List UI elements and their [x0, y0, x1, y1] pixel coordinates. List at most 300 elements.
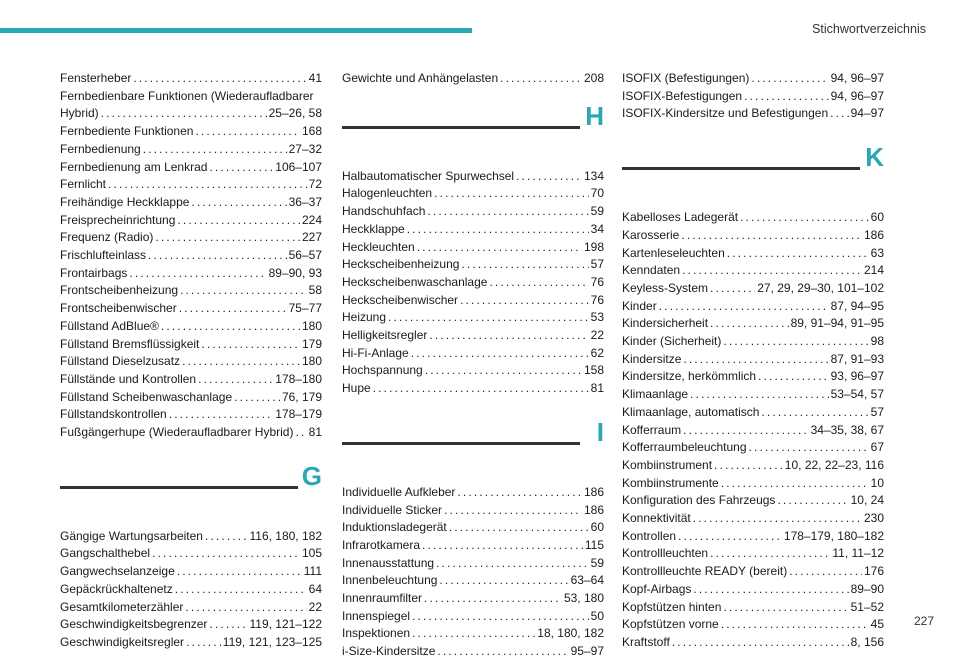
dot-leader — [185, 599, 306, 617]
dot-leader — [424, 590, 562, 608]
index-entry-term: Kopfstützen vorne — [622, 617, 719, 632]
index-entry-pages: 36–37 — [288, 194, 322, 209]
index-entry-pages: 95–97 — [570, 644, 604, 659]
dot-leader — [749, 439, 869, 457]
index-entry-pages: 18, 180, 182 — [537, 626, 604, 641]
index-entry-term: ISOFIX-Kindersitze und Befestigungen — [622, 106, 829, 121]
index-entry-term: Heckleuchten — [342, 239, 415, 254]
index-entry — [622, 545, 884, 563]
index-entry-pages: 111 — [303, 564, 322, 579]
dot-leader — [133, 70, 306, 88]
index-entry-term: Fernbedienbare Funktionen (Wiederaufladbarer — [60, 88, 314, 103]
index-entry-pages: 50 — [590, 608, 604, 623]
index-entry-term: Hi-Fi-Anlage — [342, 345, 409, 360]
section-rule — [342, 442, 580, 445]
index-entry-pages: 51–52 — [850, 599, 884, 614]
index-entry — [622, 105, 884, 123]
dot-leader — [201, 336, 300, 354]
index-entry-term: Kenndaten — [622, 263, 681, 278]
index-entry — [622, 209, 884, 227]
dot-leader — [727, 245, 869, 263]
index-entry — [622, 439, 884, 457]
dot-leader — [723, 333, 868, 351]
dot-leader — [209, 616, 247, 634]
dot-leader — [449, 519, 589, 537]
index-entry — [60, 545, 322, 563]
index-entry-pages: 8, 156 — [850, 634, 884, 649]
index-entry-term: Innenbeleuchtung — [342, 573, 438, 588]
index-entry — [342, 625, 604, 643]
dot-leader — [457, 484, 582, 502]
index-entry — [342, 572, 604, 590]
index-entry-term: Kinder — [622, 298, 657, 313]
section-header-g — [60, 460, 322, 522]
index-entry-term: Individuelle Sticker — [342, 502, 443, 517]
dot-leader — [489, 274, 588, 292]
index-entry-term: Heckscheibenheizung — [342, 257, 460, 272]
index-entry-term: Infrarotkamera — [342, 537, 421, 552]
index-entry — [622, 315, 884, 333]
dot-leader — [777, 492, 848, 510]
index-entry-term: Kofferraum — [622, 422, 682, 437]
index-entry-pages: 186 — [583, 484, 604, 499]
index-entry-term: Kinder (Sicherheit) — [622, 334, 722, 349]
dot-leader — [186, 634, 221, 652]
entries-h — [342, 168, 604, 398]
index-entry-pages: 58 — [308, 283, 322, 298]
index-entry-term: Fernbediente Funktionen — [60, 124, 194, 139]
index-entry — [622, 333, 884, 351]
dot-leader — [681, 227, 862, 245]
index-entry — [342, 168, 604, 186]
index-entry-pages: 63 — [870, 245, 884, 260]
index-entry-term: Fernbedienung am Lenkrad — [60, 159, 208, 174]
index-entry-term: Frontscheibenwischer — [60, 301, 177, 316]
index-entry — [60, 212, 322, 230]
index-entry-pages: 87, 91–93 — [830, 351, 884, 366]
dot-leader — [740, 209, 869, 227]
index-entry-pages: 106–107 — [275, 159, 322, 174]
index-entry-term: Innenraumfilter — [342, 591, 423, 606]
dot-leader — [425, 362, 582, 380]
index-entry-term: Keyless-System — [622, 280, 709, 295]
index-entry — [622, 280, 884, 298]
index-entry — [342, 309, 604, 327]
index-entry — [622, 422, 884, 440]
index-entry-term: Induktionsladegerät — [342, 520, 447, 535]
dot-leader — [710, 545, 830, 563]
index-entry-term: Kombiinstrument — [622, 457, 713, 472]
index-entry-term: Kabelloses Ladegerät — [622, 210, 739, 225]
dot-leader — [152, 545, 300, 563]
index-entry-pages: 27–32 — [288, 141, 322, 156]
index-entry — [60, 353, 322, 371]
index-entry-pages: 60 — [590, 520, 604, 535]
index-entry — [622, 616, 884, 634]
index-entry-term: Kraftstoff — [622, 634, 670, 649]
index-entry — [60, 424, 322, 442]
dot-leader — [108, 176, 307, 194]
index-entry-term: Halbautomatischer Spurwechsel — [342, 168, 515, 183]
index-entry-term: Halogenleuchten — [342, 186, 433, 201]
index-entry-term: Füllstand Bremsflüssigkeit — [60, 336, 200, 351]
index-entry-pages: 22 — [590, 328, 604, 343]
index-entry-term: Füllstände und Kontrollen — [60, 371, 197, 386]
index-entry-term: Hybrid) — [60, 106, 99, 121]
index-entry-pages: 11, 11–12 — [832, 546, 884, 561]
dot-leader — [444, 502, 582, 520]
index-entry-pages: 227 — [301, 230, 322, 245]
index-entry-pages: 93, 96–97 — [830, 369, 884, 384]
dot-leader — [710, 315, 789, 333]
index-entry-pages: 41 — [308, 71, 322, 85]
dot-leader — [516, 168, 582, 186]
index-entry-pages: 81 — [308, 425, 322, 440]
index-entry-pages: 57 — [870, 404, 884, 419]
index-entry — [622, 88, 884, 106]
index-entry — [342, 519, 604, 537]
index-entry — [60, 599, 322, 617]
dot-leader — [169, 406, 274, 424]
index-entry — [342, 608, 604, 626]
dot-leader — [789, 563, 862, 581]
index-entry-pages: 76 — [590, 274, 604, 289]
index-entry-term: Kontrollen — [622, 528, 677, 543]
dot-leader — [295, 424, 306, 442]
index-entry-pages: 180 — [301, 318, 322, 333]
index-entry — [622, 599, 884, 617]
index-entry-term: Heckklappe — [342, 221, 405, 236]
index-entry — [60, 300, 322, 318]
index-entry-term: Hupe — [342, 381, 371, 396]
index-entry-pages: 119, 121–122 — [249, 617, 322, 632]
index-entry-pages: 178–179 — [275, 407, 322, 422]
index-entry-pages: 57 — [590, 257, 604, 272]
index-entry — [60, 88, 322, 106]
dot-leader — [693, 510, 862, 528]
dot-leader — [180, 282, 307, 300]
index-entry — [622, 581, 884, 599]
dot-leader — [461, 256, 588, 274]
index-entry-pages: 64 — [308, 581, 322, 596]
index-entry-pages: 62 — [590, 345, 604, 360]
index-entry-term: Handschuhfach — [342, 204, 426, 219]
section-letter-k: K — [865, 142, 884, 173]
section-header-i — [342, 416, 604, 478]
index-entry-term: Innenausstattung — [342, 555, 435, 570]
index-entry — [622, 634, 884, 652]
index-entry-term: Helligkeitsregler — [342, 328, 428, 343]
dot-leader — [693, 581, 848, 599]
dot-leader — [761, 404, 868, 422]
entries-k — [622, 209, 884, 652]
dot-leader — [721, 475, 869, 493]
index-entry-pages: 67 — [870, 440, 884, 455]
index-entry-term: Kopf-Airbags — [622, 581, 692, 596]
index-entry-term: Gangwechselanzeige — [60, 564, 175, 579]
index-entry — [622, 404, 884, 422]
index-entry-pages: 198 — [583, 239, 604, 254]
index-entry-pages: 94, 96–97 — [830, 88, 884, 103]
index-entry-term: Fußgängerhupe (Wiederaufladbarer Hybrid) — [60, 425, 294, 440]
index-entry-pages: 89–90, 93 — [268, 265, 322, 280]
index-entry — [342, 590, 604, 608]
index-entry — [60, 265, 322, 283]
index-entry-term: Kombiinstrumente — [622, 475, 719, 490]
dot-leader — [177, 563, 302, 581]
index-entry-term: Fensterheber — [60, 71, 132, 85]
index-entry-term: Klimaanlage — [622, 387, 689, 402]
index-entry — [342, 327, 604, 345]
dot-leader — [407, 221, 589, 239]
page-header-title: Stichwortverzeichnis — [812, 22, 926, 36]
index-entry-term: Karosserie — [622, 227, 680, 242]
index-entry-pages: 89, 91–94, 91–95 — [790, 316, 884, 331]
dot-leader — [417, 239, 582, 257]
index-entry-pages: 168 — [301, 124, 322, 139]
index-entry-term: Gangschalthebel — [60, 546, 151, 561]
index-entry — [622, 563, 884, 581]
index-entry-pages: 22 — [308, 599, 322, 614]
dot-leader — [148, 247, 287, 265]
index-entry — [60, 318, 322, 336]
index-entry-term: Hochspannung — [342, 363, 423, 378]
index-entry-pages: 10, 22, 22–23, 116 — [784, 457, 884, 472]
dot-leader — [751, 70, 828, 88]
dot-leader — [155, 229, 300, 247]
dot-leader — [429, 327, 588, 345]
index-entry-term: Fernlicht — [60, 177, 107, 192]
index-entry — [342, 484, 604, 502]
dot-leader — [710, 280, 755, 298]
dot-leader — [388, 309, 589, 327]
index-entry-term: Gewichte und Anhängelasten — [342, 71, 499, 85]
index-entry-pages: 59 — [590, 555, 604, 570]
index-column-2 — [342, 70, 604, 661]
index-entry-pages: 76 — [590, 292, 604, 307]
index-entry-pages: 53, 180 — [563, 591, 604, 606]
index-entry-term: Füllstand AdBlue® — [60, 318, 159, 333]
index-entry-term: Gängige Wartungsarbeiten — [60, 528, 203, 543]
index-entry — [60, 247, 322, 265]
index-entry — [342, 239, 604, 257]
dot-leader — [678, 528, 782, 546]
index-entry — [60, 159, 322, 177]
dot-leader — [723, 599, 848, 617]
index-entry-term: Frequenz (Radio) — [60, 230, 154, 245]
index-entry — [60, 528, 322, 546]
dot-leader — [143, 141, 287, 159]
section-header-k — [622, 142, 884, 203]
index-entry-term: Füllstand Dieselzusatz — [60, 354, 181, 369]
index-entry-pages: 10 — [870, 475, 884, 490]
index-entry — [342, 70, 604, 88]
dot-leader — [714, 457, 783, 475]
index-entry — [342, 203, 604, 221]
index-entry — [622, 351, 884, 369]
index-column-1 — [60, 70, 322, 652]
index-entry-term: Heckscheibenwaschanlage — [342, 274, 488, 289]
index-entry — [622, 510, 884, 528]
section-letter-g: G — [301, 460, 322, 491]
index-entry-term: i-Size-Kindersitze — [342, 644, 436, 659]
index-entry — [60, 563, 322, 581]
index-entry-pages: 81 — [590, 381, 604, 396]
dot-leader — [683, 351, 828, 369]
index-entry-pages: 34 — [590, 221, 604, 236]
index-entry — [622, 70, 884, 88]
index-entry-term: Füllstand Scheibenwaschanlage — [60, 389, 233, 404]
index-entry-pages: 89–90 — [850, 581, 884, 596]
entries-g — [60, 528, 322, 652]
index-entry-term: Kindersitze, herkömmlich — [622, 369, 757, 384]
dot-leader — [830, 105, 849, 123]
index-entry-term: Kontrollleuchte READY (bereit) — [622, 564, 788, 579]
index-entry — [342, 185, 604, 203]
index-entry-pages: 60 — [870, 210, 884, 225]
index-entry — [342, 537, 604, 555]
index-column-3 — [622, 70, 884, 652]
index-entry — [622, 528, 884, 546]
index-entry-pages: 230 — [863, 511, 884, 526]
index-entry — [342, 643, 604, 661]
dot-leader — [182, 353, 300, 371]
index-entry-pages: 214 — [863, 263, 884, 278]
dot-leader — [161, 318, 300, 336]
index-entry-pages: 98 — [870, 334, 884, 349]
index-entry — [342, 256, 604, 274]
index-entry-pages: 87, 94–95 — [830, 298, 884, 313]
index-entry-pages: 72 — [308, 177, 322, 192]
section-letter-i: I — [596, 416, 604, 447]
index-entry — [60, 336, 322, 354]
index-entry — [342, 292, 604, 310]
dot-leader — [500, 70, 582, 88]
index-entry — [60, 282, 322, 300]
index-entry — [622, 368, 884, 386]
index-entry-term: Innenspiegel — [342, 608, 411, 623]
dot-leader — [683, 422, 808, 440]
index-entry — [622, 386, 884, 404]
index-entry — [60, 406, 322, 424]
index-entry-pages: 94–97 — [850, 106, 884, 121]
page-number: 227 — [913, 614, 934, 628]
dot-leader — [422, 537, 583, 555]
section-rule — [60, 486, 298, 489]
dot-leader — [690, 386, 829, 404]
dot-leader — [373, 380, 589, 398]
index-entry-term: Heckscheibenwischer — [342, 292, 459, 307]
dot-leader — [195, 123, 300, 141]
dot-leader — [436, 555, 589, 573]
index-entry-pages: 34–35, 38, 67 — [810, 422, 884, 437]
section-rule — [342, 126, 580, 129]
dot-leader — [412, 625, 535, 643]
index-entry-term: Kontrollleuchten — [622, 546, 709, 561]
entries-f — [60, 70, 322, 442]
dot-leader — [434, 185, 589, 203]
dot-leader — [191, 194, 286, 212]
index-entry — [60, 176, 322, 194]
index-entry-pages: 134 — [583, 168, 604, 183]
index-entry-term: Kofferraumbeleuchtung — [622, 440, 747, 455]
index-entry-pages: 176 — [863, 564, 884, 579]
index-entry-pages: 105 — [301, 546, 322, 561]
index-entry — [60, 229, 322, 247]
index-entry — [622, 457, 884, 475]
index-entry-term: Geschwindigkeitsbegrenzer — [60, 617, 208, 632]
index-entry-term: ISOFIX-Befestigungen — [622, 88, 743, 103]
dot-leader — [209, 159, 273, 177]
entries-g-cont — [342, 70, 604, 88]
index-entry-term: Gesamtkilometerzähler — [60, 599, 184, 614]
index-entry — [60, 616, 322, 634]
index-entry — [342, 380, 604, 398]
dot-leader — [412, 608, 589, 626]
index-entry-pages: 63–64 — [570, 573, 604, 588]
index-entry — [60, 194, 322, 212]
index-entry-term: ISOFIX (Befestigungen) — [622, 71, 750, 85]
index-entry — [342, 502, 604, 520]
index-entry-pages: 158 — [583, 363, 604, 378]
index-entry-pages: 115 — [584, 537, 604, 552]
dot-leader — [198, 371, 273, 389]
index-entry — [60, 70, 322, 88]
index-entry-pages: 76, 179 — [281, 389, 322, 404]
index-entry-term: Kartenleseleuchten — [622, 245, 725, 260]
index-entry-pages: 180 — [301, 354, 322, 369]
dot-leader — [129, 265, 266, 283]
index-entry-pages: 75–77 — [288, 301, 322, 316]
dot-leader — [177, 212, 300, 230]
index-entry-term: Frischlufteinlass — [60, 248, 147, 263]
index-entry — [60, 123, 322, 141]
index-entry-pages: 56–57 — [288, 248, 322, 263]
dot-leader — [411, 345, 589, 363]
index-entry-pages: 70 — [590, 186, 604, 201]
index-entry-term: Freisprecheinrichtung — [60, 212, 176, 227]
index-entry-pages: 45 — [870, 617, 884, 632]
index-entry — [342, 274, 604, 292]
index-entry-term: Frontairbags — [60, 265, 128, 280]
index-entry — [622, 245, 884, 263]
index-entry — [342, 221, 604, 239]
index-entry-term: Klimaanlage, automatisch — [622, 404, 760, 419]
index-entry-pages: 94, 96–97 — [830, 71, 884, 85]
dot-leader — [101, 105, 267, 123]
section-rule — [622, 167, 860, 170]
entries-i-cont — [622, 70, 884, 123]
section-letter-h: H — [585, 100, 604, 131]
dot-leader — [744, 88, 829, 106]
index-entry-term: Heizung — [342, 310, 387, 325]
index-entry-term: Füllstandskontrollen — [60, 407, 167, 422]
dot-leader — [659, 298, 829, 316]
index-entry-term: Inspektionen — [342, 626, 411, 641]
index-entry-term: Konnektivität — [622, 511, 691, 526]
dot-leader — [234, 389, 280, 407]
dot-leader — [672, 634, 849, 652]
index-entry — [622, 227, 884, 245]
index-entry-pages: 186 — [583, 502, 604, 517]
dot-leader — [205, 528, 248, 546]
index-entry-pages: 179 — [301, 336, 322, 351]
index-entry-term: Frontscheibenheizung — [60, 283, 179, 298]
index-entry — [60, 105, 322, 123]
dot-leader — [427, 203, 588, 221]
index-entry-term: Gepäckrückhaltenetz — [60, 581, 173, 596]
dot-leader — [437, 643, 568, 661]
